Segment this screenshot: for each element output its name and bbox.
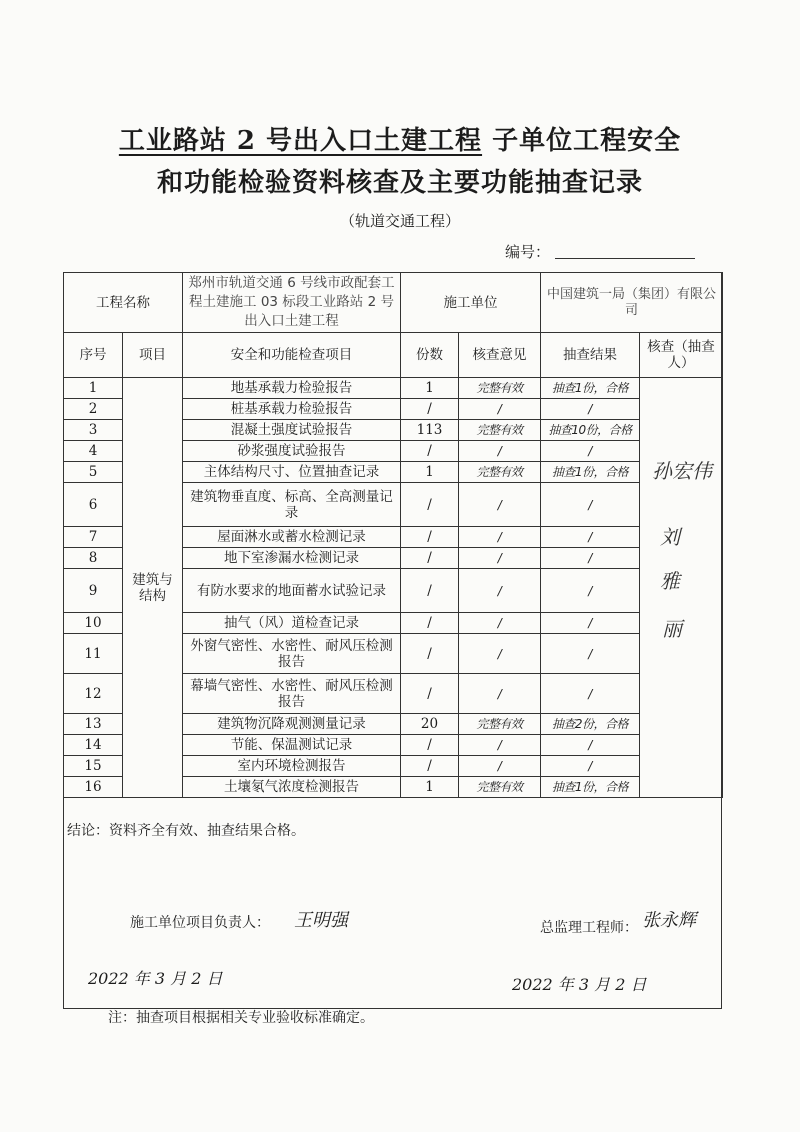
serial-number-blank bbox=[555, 258, 695, 259]
row-number: 5 bbox=[64, 462, 123, 483]
check-item: 砂浆强度试验报告 bbox=[183, 441, 401, 462]
check-item: 土壤氡气浓度检测报告 bbox=[183, 777, 401, 798]
copy-count: 1 bbox=[401, 462, 459, 483]
row-number: 2 bbox=[64, 399, 123, 420]
spot-check-result: / bbox=[541, 441, 640, 462]
contractor-label: 施工单位 bbox=[401, 273, 541, 333]
check-item: 有防水要求的地面蓄水试验记录 bbox=[183, 569, 401, 613]
form-subtitle: （轨道交通工程） bbox=[339, 212, 460, 230]
project-name-label: 工程名称 bbox=[64, 273, 183, 333]
row-number: 15 bbox=[64, 756, 123, 777]
form-title-line-1 bbox=[0, 120, 800, 157]
contractor-date: 2022 年 3 月 2 日 bbox=[88, 969, 223, 988]
review-opinion: 完整有效 bbox=[459, 378, 541, 399]
spot-check-result: / bbox=[541, 613, 640, 634]
inspection-table bbox=[63, 272, 723, 798]
row-number: 4 bbox=[64, 441, 123, 462]
copy-count: / bbox=[401, 441, 459, 462]
col-header-category: 项目 bbox=[123, 333, 183, 378]
copy-count: / bbox=[401, 756, 459, 777]
review-opinion: / bbox=[459, 569, 541, 613]
reviewer-signature-4: 丽 bbox=[662, 617, 682, 641]
check-item: 外窗气密性、水密性、耐风压检测报告 bbox=[183, 634, 401, 674]
title-suffix: 子单位工程安全 bbox=[492, 126, 682, 156]
table-row bbox=[64, 378, 723, 399]
copy-count: / bbox=[401, 634, 459, 674]
supervisor-signature: 张永辉 bbox=[642, 910, 696, 931]
spot-check-result: / bbox=[541, 569, 640, 613]
review-opinion: / bbox=[459, 399, 541, 420]
review-opinion: / bbox=[459, 483, 541, 527]
row-number: 11 bbox=[64, 634, 123, 674]
col-header-no: 序号 bbox=[64, 333, 123, 378]
check-item: 建筑物沉降观测测量记录 bbox=[183, 714, 401, 735]
reviewer-signature-2: 刘 bbox=[660, 525, 680, 549]
row-number: 10 bbox=[64, 613, 123, 634]
spot-check-result: 抽查2份，合格 bbox=[541, 714, 640, 735]
review-opinion: 完整有效 bbox=[459, 420, 541, 441]
review-opinion: 完整有效 bbox=[459, 714, 541, 735]
row-number: 16 bbox=[64, 777, 123, 798]
supervisor-date: 2022 年 3 月 2 日 bbox=[512, 975, 647, 994]
check-item: 混凝土强度试验报告 bbox=[183, 420, 401, 441]
copy-count: / bbox=[401, 674, 459, 714]
row-number: 14 bbox=[64, 735, 123, 756]
copy-count: / bbox=[401, 483, 459, 527]
review-opinion: 完整有效 bbox=[459, 777, 541, 798]
review-opinion: / bbox=[459, 634, 541, 674]
project-name-value: 郑州市轨道交通 6 号线市政配套工程土建施工 03 标段工业路站 2 号出入口土建工程 bbox=[183, 273, 401, 333]
copy-count: 20 bbox=[401, 714, 459, 735]
row-number: 7 bbox=[64, 527, 123, 548]
footnote: 注：抽查项目根据相关专业验收标准确定。 bbox=[108, 1010, 374, 1026]
review-opinion: / bbox=[459, 527, 541, 548]
check-item: 建筑物垂直度、标高、全高测量记录 bbox=[183, 483, 401, 527]
check-item: 地下室渗漏水检测记录 bbox=[183, 548, 401, 569]
col-header-reviewer: 核查（抽查人） bbox=[640, 333, 723, 378]
reviewer-signature-3: 雅 bbox=[660, 569, 680, 593]
spot-check-result: / bbox=[541, 674, 640, 714]
contractor-value: 中国建筑一局（集团）有限公司 bbox=[541, 273, 723, 333]
review-opinion: / bbox=[459, 613, 541, 634]
spot-check-result: / bbox=[541, 756, 640, 777]
row-number: 6 bbox=[64, 483, 123, 527]
spot-check-result: 抽查1份，合格 bbox=[541, 378, 640, 399]
check-item: 主体结构尺寸、位置抽查记录 bbox=[183, 462, 401, 483]
row-number: 13 bbox=[64, 714, 123, 735]
copy-count: / bbox=[401, 613, 459, 634]
row-number: 3 bbox=[64, 420, 123, 441]
review-opinion: / bbox=[459, 548, 541, 569]
copy-count: / bbox=[401, 527, 459, 548]
copy-count: / bbox=[401, 735, 459, 756]
copy-count: / bbox=[401, 569, 459, 613]
spot-check-result: 抽查10份，合格 bbox=[541, 420, 640, 441]
contractor-signature: 王明强 bbox=[294, 910, 348, 931]
check-item: 桩基承载力检验报告 bbox=[183, 399, 401, 420]
check-item: 地基承载力检验报告 bbox=[183, 378, 401, 399]
row-number: 12 bbox=[64, 674, 123, 714]
review-opinion: / bbox=[459, 441, 541, 462]
review-opinion: 完整有效 bbox=[459, 462, 541, 483]
serial-number-label: 编号： bbox=[505, 243, 551, 261]
copy-count: 1 bbox=[401, 777, 459, 798]
spot-check-result: / bbox=[541, 483, 640, 527]
spot-check-result: 抽查1份，合格 bbox=[541, 777, 640, 798]
check-item: 室内环境检测报告 bbox=[183, 756, 401, 777]
contractor-sign-label: 施工单位项目负责人： bbox=[130, 915, 270, 931]
spot-check-result: / bbox=[541, 399, 640, 420]
review-opinion: / bbox=[459, 756, 541, 777]
header-row bbox=[64, 273, 723, 333]
row-number: 9 bbox=[64, 569, 123, 613]
check-item: 抽气（风）道检查记录 bbox=[183, 613, 401, 634]
check-item: 节能、保温测试记录 bbox=[183, 735, 401, 756]
row-number: 8 bbox=[64, 548, 123, 569]
row-number: 1 bbox=[64, 378, 123, 399]
col-header-opinion: 核查意见 bbox=[459, 333, 541, 378]
review-opinion: / bbox=[459, 735, 541, 756]
spot-check-result: 抽查1份，合格 bbox=[541, 462, 640, 483]
project-name-underlined: 工业路站 2 号出入口土建工程 bbox=[118, 126, 483, 156]
check-item: 幕墙气密性、水密性、耐风压检测报告 bbox=[183, 674, 401, 714]
review-opinion: / bbox=[459, 674, 541, 714]
col-header-count: 份数 bbox=[401, 333, 459, 378]
conclusion-text: 结论：资料齐全有效、抽查结果合格。 bbox=[67, 823, 305, 839]
copy-count: 113 bbox=[401, 420, 459, 441]
spot-check-result: / bbox=[541, 735, 640, 756]
copy-count: 1 bbox=[401, 378, 459, 399]
spot-check-result: / bbox=[541, 548, 640, 569]
reviewer-signatures bbox=[648, 455, 718, 655]
column-header-row bbox=[64, 333, 723, 378]
check-item: 屋面淋水或蓄水检测记录 bbox=[183, 527, 401, 548]
copy-count: / bbox=[401, 548, 459, 569]
spot-check-result: / bbox=[541, 634, 640, 674]
reviewer-signature-1: 孙宏伟 bbox=[652, 459, 712, 483]
copy-count: / bbox=[401, 399, 459, 420]
category-cell: 建筑与结构 bbox=[123, 378, 183, 798]
supervisor-sign-label: 总监理工程师： bbox=[540, 920, 638, 936]
form-title-line-2: 和功能检验资料核查及主要功能抽查记录 bbox=[156, 168, 643, 198]
col-header-result: 抽查结果 bbox=[541, 333, 640, 378]
col-header-item: 安全和功能检查项目 bbox=[183, 333, 401, 378]
spot-check-result: / bbox=[541, 527, 640, 548]
